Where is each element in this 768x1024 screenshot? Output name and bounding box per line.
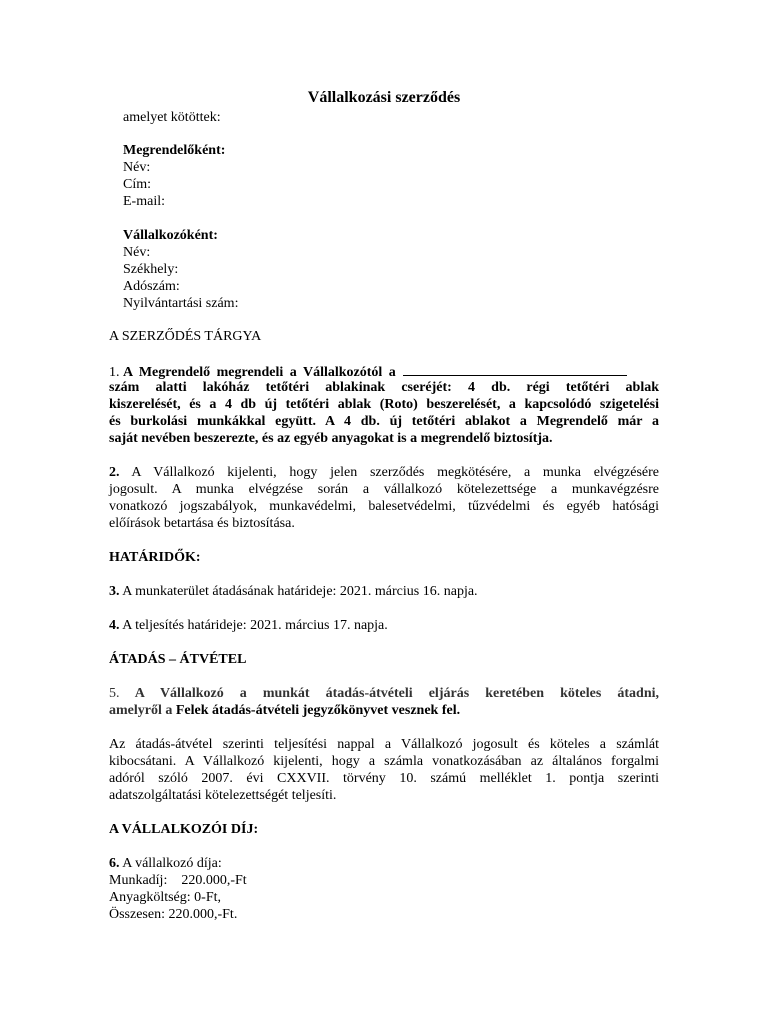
section-fee-heading: A VÁLLALKOZÓI DÍJ: xyxy=(109,822,259,837)
paragraph-1-line: saját nevében beszerezte, és az egyéb anyagokat is a megrendelő biztosítja. xyxy=(109,431,553,446)
contractor-seat-field: Székhely: xyxy=(123,262,179,277)
paragraph-1-line: szám alatti lakóház tetőtéri ablakinak cseréjét: 4 db. régi tetőtéri ablak xyxy=(109,380,659,395)
fee-row-total: Összesen: 220.000,-Ft. xyxy=(109,907,238,922)
paragraph-2-line: jogosult. A munka elvégzése során a vállalkozó kötelezettsége a munkavégzésre xyxy=(109,482,659,497)
fee-row-labor: Munkadíj: 220.000,-Ft xyxy=(109,873,247,888)
paragraph-1-line: kiszerelését, és a 4 db új tetőtéri ablak (Roto) beszerelését, a kapcsolódó szigetelési xyxy=(109,397,659,412)
section-handover-heading: ÁTADÁS – ÁTVÉTEL xyxy=(109,652,247,667)
paragraph-2-line: vonatkozó jogszabályok, munkavédelmi, balesetvédelmi, tűzvédelmi és egyéb hatósági xyxy=(109,499,659,514)
paragraph-5-line xyxy=(109,685,659,702)
contractor-registry-field: Nyilvántartási szám: xyxy=(123,296,239,311)
paragraph-5-line xyxy=(109,702,460,719)
paragraph-3-text: A munkaterület átadásának határideje: 2021. március 16. napja. xyxy=(122,584,478,599)
paragraph-3-number: 3. xyxy=(109,584,120,599)
contractor-heading: Vállalkozóként: xyxy=(123,228,218,243)
invoice-paragraph-line: adatszolgáltatási kötelezettségét teljesíti. xyxy=(109,788,337,803)
contractor-name-field: Név: xyxy=(123,245,151,260)
paragraph-6-number: 6. xyxy=(109,856,120,871)
section-subject-heading: A SZERZŐDÉS TÁRGYA xyxy=(109,329,262,344)
intro-text: amelyet kötöttek: xyxy=(123,110,221,125)
paragraph-3 xyxy=(109,583,478,600)
client-email-field: E-mail: xyxy=(123,194,165,209)
paragraph-2-line-text: A Vállalkozó kijelenti, hogy jelen szerződés megkötésére, a munka elvégzésére xyxy=(131,465,659,480)
paragraph-5-line2-b: Felek átadás-átvételi jegyzőkönyvet vesznek fel. xyxy=(175,703,461,718)
section-deadlines-heading: HATÁRIDŐK: xyxy=(109,550,201,565)
invoice-paragraph-line: adóról szóló 2007. évi CXXVII. törvény 10. számú melléklet 1. pontja szerinti xyxy=(109,771,659,786)
paragraph-5-line2-a: amelyről a xyxy=(109,703,173,718)
client-name-field: Név: xyxy=(123,160,151,175)
paragraph-1-line: és burkolási munkákkal együtt. A 4 db. új tetőtéri ablakot a Megrendelő már a xyxy=(109,414,659,429)
paragraph-5-number: 5. xyxy=(109,686,120,701)
contractor-tax-field: Adószám: xyxy=(123,279,180,294)
paragraph-5-line-text: A Vállalkozó a munkát átadás-átvételi eljárás keretében köteles átadni, xyxy=(134,686,659,701)
paragraph-4-number: 4. xyxy=(109,618,120,633)
client-heading: Megrendelőként: xyxy=(123,143,226,158)
paragraph-6 xyxy=(109,855,222,872)
invoice-paragraph-line: kibocsátani. A Vállalkozó kijelenti, hogy a számla vonatkozásában az általános forgalmi xyxy=(109,754,659,769)
client-address-field: Cím: xyxy=(123,177,152,192)
paragraph-6-text: A vállalkozó díja: xyxy=(122,856,222,871)
document-title: Vállalkozási szerződés xyxy=(307,89,461,106)
paragraph-2-number: 2. xyxy=(109,465,120,480)
paragraph-2-line: előírások betartása és biztosítása. xyxy=(109,516,295,531)
paragraph-2-line xyxy=(109,464,659,481)
paragraph-4 xyxy=(109,617,388,634)
fee-row-materials: Anyagköltség: 0-Ft, xyxy=(109,890,221,905)
paragraph-4-text: A teljesítés határideje: 2021. március 17. napja. xyxy=(122,618,388,633)
invoice-paragraph-line: Az átadás-átvétel szerinti teljesítési nappal a Vállalkozó jogosult és köteles a számlát xyxy=(109,737,659,752)
paragraph-1-blank-line xyxy=(403,362,627,376)
paragraph-1-number: 1. xyxy=(109,365,120,380)
paragraph-1-lead: A Megrendelő megrendeli a Vállalkozótól a xyxy=(123,365,396,380)
